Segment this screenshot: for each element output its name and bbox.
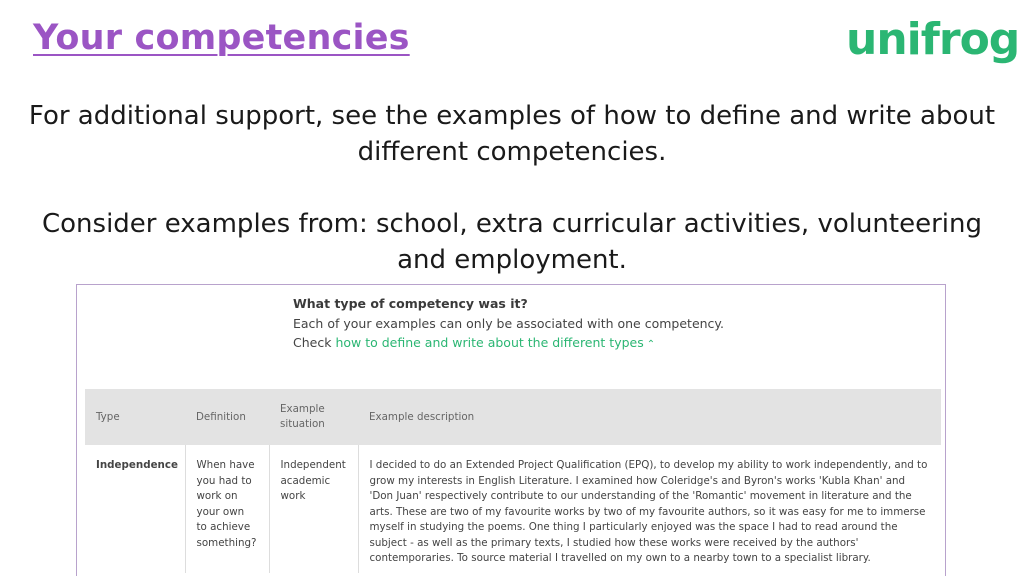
competency-question-note: Each of your examples can only be associated with one competency. (293, 315, 725, 331)
competency-question-heading: What type of competency was it? (293, 296, 528, 311)
table-header-row (85, 389, 941, 445)
define-types-link[interactable]: how to define and write about the different types (335, 335, 644, 350)
column-header-situation: Example situation (269, 389, 358, 445)
slide-title[interactable]: Your competencies (33, 18, 410, 58)
column-header-type: Type (85, 389, 185, 445)
cell-definition: When have you had to work on your own to achieve something? (185, 445, 269, 573)
cell-description: I decided to do an Extended Project Qualification (EPQ), to develop my ability to work independently, and to grow my interests in English Literature. I examined how Coleridge's and Byron's works 'Kubla Khan' and 'Don Juan' respectively contribute to our understanding of the 'Romantic' movement in literature and the arts. These are two of my favourite works by two of my favourite authors, so it was easy for me to immerse myself in studying the poems. One thing I particularly enjoyed was the space I had to read around the subject - as well as the primary texts, I studied how these works were received by the authors' contemporaries. To source material I travelled on my own to a nearby town to a specialist library. (369, 459, 928, 564)
intro-examples-text: Consider examples from: school, extra curricular activities, volunteering and employment. (41, 209, 982, 275)
chevron-up-icon[interactable]: ⌃ (646, 339, 656, 350)
embedded-screenshot (76, 284, 946, 576)
column-header-definition: Definition (185, 389, 269, 445)
check-prefix: Check (293, 335, 336, 350)
cell-situation: Independent academic work (269, 445, 358, 573)
column-header-description: Example description (358, 389, 941, 445)
cell-type: Independence (85, 445, 185, 573)
intro-support-text: For additional support, see the examples of how to define and write about different competencies. (28, 101, 996, 167)
check-line (293, 333, 724, 355)
unifrog-logo: unifrog (846, 14, 1020, 65)
table-row (85, 445, 941, 573)
competency-question-block (293, 294, 724, 355)
competency-examples-table (85, 389, 941, 573)
